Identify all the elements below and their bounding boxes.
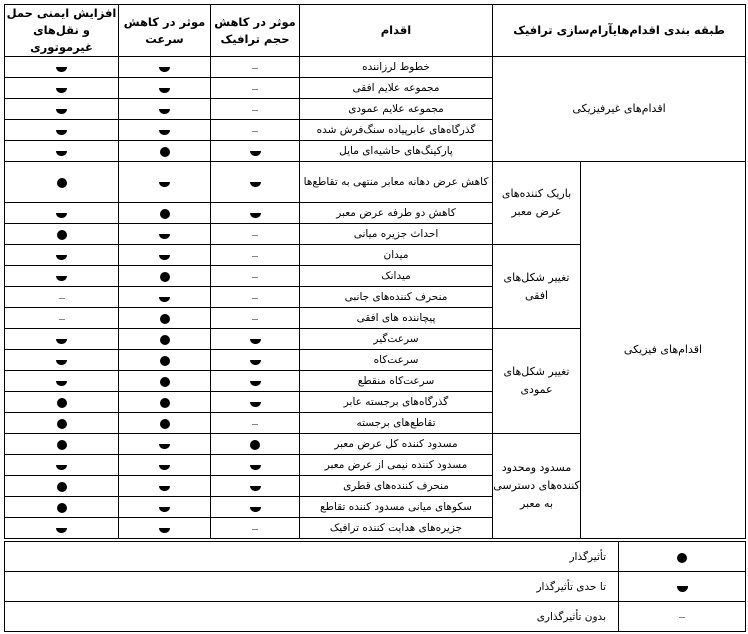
full-effect-icon: [250, 440, 260, 450]
no-effect-icon: [252, 298, 258, 299]
safety-cell: [5, 99, 119, 120]
partial-effect-icon: [56, 255, 67, 261]
partial-effect-icon: [250, 507, 261, 513]
volume-cell: [211, 78, 300, 99]
safety-cell: [5, 78, 119, 99]
header-speed: موثر در کاهش سرعت: [119, 5, 211, 57]
partial-effect-icon: [56, 528, 67, 534]
legend-partial-label: تا حدی تأثیرگذار: [5, 572, 619, 602]
measure-cell: کاهش دو طرفه عرض معبر: [300, 203, 493, 224]
speed-cell: [119, 141, 211, 162]
legend-row-partial: [5, 572, 746, 602]
speed-cell: [119, 203, 211, 224]
no-effect-icon: [252, 89, 258, 90]
safety-cell: [5, 518, 119, 539]
partial-effect-icon: [677, 586, 688, 592]
partial-effect-icon: [56, 130, 67, 136]
partial-effect-icon: [56, 360, 67, 366]
speed-cell: [119, 287, 211, 308]
safety-cell: [5, 203, 119, 224]
speed-cell: [119, 120, 211, 141]
no-effect-icon: [252, 319, 258, 320]
no-effect-icon: [252, 277, 258, 278]
volume-cell: [211, 392, 300, 413]
subgroup-narrowing: باریک کننده‌های عرض معبر: [493, 162, 581, 245]
full-effect-icon: [57, 398, 67, 408]
partial-effect-icon: [159, 130, 170, 136]
speed-cell: [119, 308, 211, 329]
measure-cell: مجموعه علایم افقی: [300, 78, 493, 99]
table-body: [5, 57, 746, 539]
safety-cell: [5, 434, 119, 455]
speed-cell: [119, 455, 211, 476]
volume-cell: [211, 287, 300, 308]
volume-cell: [211, 518, 300, 539]
partial-effect-icon: [159, 255, 170, 261]
no-effect-icon: [252, 424, 258, 425]
full-effect-icon: [57, 230, 67, 240]
safety-cell: [5, 245, 119, 266]
safety-cell: [5, 329, 119, 350]
partial-effect-icon: [250, 402, 261, 408]
partial-effect-icon: [250, 339, 261, 345]
volume-cell: [211, 141, 300, 162]
partial-effect-icon: [56, 381, 67, 387]
safety-cell: [5, 57, 119, 78]
volume-cell: [211, 329, 300, 350]
measure-cell: مسدود کننده کل عرض معبر: [300, 434, 493, 455]
partial-effect-icon: [250, 151, 261, 157]
volume-cell: [211, 371, 300, 392]
safety-cell: [5, 392, 119, 413]
full-effect-icon: [57, 178, 67, 188]
safety-cell: [5, 350, 119, 371]
measure-cell: میدان: [300, 245, 493, 266]
full-effect-icon: [160, 314, 170, 324]
measure-cell: سرعت‌کاه منقطع: [300, 371, 493, 392]
header-volume: موثر در کاهش حجم ترافیک: [211, 5, 300, 57]
speed-cell: [119, 413, 211, 434]
speed-cell: [119, 350, 211, 371]
volume-cell: [211, 162, 300, 203]
safety-cell: [5, 476, 119, 497]
partial-effect-icon: [159, 88, 170, 94]
full-effect-icon: [160, 419, 170, 429]
partial-effect-icon: [250, 486, 261, 492]
category-nonphysical: اقدام‌های غیرفیزیکی: [493, 57, 746, 162]
volume-cell: [211, 224, 300, 245]
volume-cell: [211, 455, 300, 476]
partial-effect-icon: [159, 507, 170, 513]
measure-cell: منحرف کننده‌های قطری: [300, 476, 493, 497]
partial-effect-icon: [159, 67, 170, 73]
volume-cell: [211, 99, 300, 120]
no-effect-icon: [252, 68, 258, 69]
no-effect-icon: [252, 110, 258, 111]
partial-effect-icon: [159, 528, 170, 534]
no-effect-icon: [59, 319, 65, 320]
legend-table: [4, 541, 746, 632]
table-row: [5, 57, 746, 78]
safety-cell: [5, 162, 119, 203]
volume-cell: [211, 476, 300, 497]
legend-full-label: تأثیرگذار: [5, 542, 619, 572]
category-physical: اقدام‌های فیزیکی: [581, 162, 746, 539]
volume-cell: [211, 497, 300, 518]
partial-effect-icon: [56, 276, 67, 282]
volume-cell: [211, 120, 300, 141]
safety-cell: [5, 497, 119, 518]
full-effect-icon: [57, 503, 67, 513]
partial-effect-icon: [56, 109, 67, 115]
partial-effect-icon: [250, 360, 261, 366]
no-effect-icon: [679, 617, 685, 618]
no-effect-icon: [252, 235, 258, 236]
speed-cell: [119, 371, 211, 392]
partial-effect-icon: [250, 381, 261, 387]
legend-row-full: [5, 542, 746, 572]
full-effect-icon: [160, 335, 170, 345]
volume-cell: [211, 266, 300, 287]
volume-cell: [211, 413, 300, 434]
partial-effect-icon: [250, 182, 261, 188]
speed-cell: [119, 518, 211, 539]
subgroup-horizontal: تغییر شکل‌های افقی: [493, 245, 581, 329]
measure-cell: کاهش عرض دهانه معابر منتهی به تقاطع‌ها: [300, 162, 493, 203]
measure-cell: خطوط لرزاننده: [300, 57, 493, 78]
partial-effect-icon: [159, 486, 170, 492]
no-effect-icon: [252, 131, 258, 132]
measure-cell: جزیره‌های هدایت کننده ترافیک: [300, 518, 493, 539]
volume-cell: [211, 203, 300, 224]
speed-cell: [119, 497, 211, 518]
measure-cell: منحرف کننده‌های جانبی: [300, 287, 493, 308]
partial-effect-icon: [159, 234, 170, 240]
speed-cell: [119, 329, 211, 350]
safety-cell: [5, 224, 119, 245]
measure-cell: سکوهای میانی مسدود کننده تقاطع: [300, 497, 493, 518]
partial-effect-icon: [56, 465, 67, 471]
partial-effect-icon: [159, 109, 170, 115]
partial-effect-icon: [159, 182, 170, 188]
safety-cell: [5, 413, 119, 434]
partial-effect-icon: [56, 213, 67, 219]
subgroup-closures: مسدود ومحدود کننده‌های دسترسی به معبر: [493, 434, 581, 539]
measure-cell: پارکینگ‌های حاشیه‌ای مایل: [300, 141, 493, 162]
header-row: [5, 5, 746, 57]
no-effect-icon: [252, 529, 258, 530]
table-row: [5, 162, 746, 203]
measure-cell: احداث جزیره میانی: [300, 224, 493, 245]
no-effect-icon: [59, 298, 65, 299]
no-effect-icon: [252, 256, 258, 257]
full-effect-icon: [160, 377, 170, 387]
measure-cell: گذرگاه‌های عابرپیاده سنگ‌فرش شده: [300, 120, 493, 141]
safety-cell: [5, 141, 119, 162]
speed-cell: [119, 434, 211, 455]
header-safety: افزایش ایمنی حمل و نقل‌های غیرموتوری: [5, 5, 119, 57]
volume-cell: [211, 308, 300, 329]
full-effect-icon: [677, 553, 687, 563]
speed-cell: [119, 78, 211, 99]
speed-cell: [119, 57, 211, 78]
measure-cell: سرعت‌گیر: [300, 329, 493, 350]
full-effect-icon: [57, 482, 67, 492]
partial-effect-icon: [159, 465, 170, 471]
speed-cell: [119, 162, 211, 203]
safety-cell: [5, 120, 119, 141]
speed-cell: [119, 99, 211, 120]
full-effect-icon: [160, 209, 170, 219]
measure-cell: تقاطع‌های برجسته: [300, 413, 493, 434]
full-effect-icon: [160, 356, 170, 366]
measure-cell: مسدود کننده نیمی از عرض معبر: [300, 455, 493, 476]
measure-cell: سرعت‌کاه: [300, 350, 493, 371]
volume-cell: [211, 350, 300, 371]
partial-effect-icon: [56, 151, 67, 157]
traffic-calming-table: [4, 4, 746, 539]
speed-cell: [119, 392, 211, 413]
header-measure: اقدام: [300, 5, 493, 57]
volume-cell: [211, 434, 300, 455]
measure-cell: میدانک: [300, 266, 493, 287]
partial-effect-icon: [56, 67, 67, 73]
full-effect-icon: [57, 440, 67, 450]
header-category: طبقه بندی اقدام‌هایآرام‌سازی ترافیک: [493, 5, 746, 57]
safety-cell: [5, 455, 119, 476]
partial-effect-icon: [159, 444, 170, 450]
partial-effect-icon: [250, 465, 261, 471]
speed-cell: [119, 224, 211, 245]
safety-cell: [5, 287, 119, 308]
safety-cell: [5, 371, 119, 392]
legend-none-label: بدون تأثیرگذاری: [5, 602, 619, 632]
partial-effect-icon: [159, 297, 170, 303]
partial-effect-icon: [250, 213, 261, 219]
measure-cell: مجموعه علایم عمودی: [300, 99, 493, 120]
full-effect-icon: [160, 147, 170, 157]
legend-row-none: [5, 602, 746, 632]
safety-cell: [5, 266, 119, 287]
full-effect-icon: [160, 398, 170, 408]
speed-cell: [119, 245, 211, 266]
volume-cell: [211, 245, 300, 266]
measure-cell: گذرگاه‌های برجسته عابر: [300, 392, 493, 413]
speed-cell: [119, 266, 211, 287]
subgroup-vertical: تغییر شکل‌های عمودی: [493, 329, 581, 434]
volume-cell: [211, 57, 300, 78]
partial-effect-icon: [56, 88, 67, 94]
measure-cell: پیچاننده های افقی: [300, 308, 493, 329]
safety-cell: [5, 308, 119, 329]
full-effect-icon: [160, 272, 170, 282]
full-effect-icon: [57, 419, 67, 429]
partial-effect-icon: [56, 339, 67, 345]
speed-cell: [119, 476, 211, 497]
